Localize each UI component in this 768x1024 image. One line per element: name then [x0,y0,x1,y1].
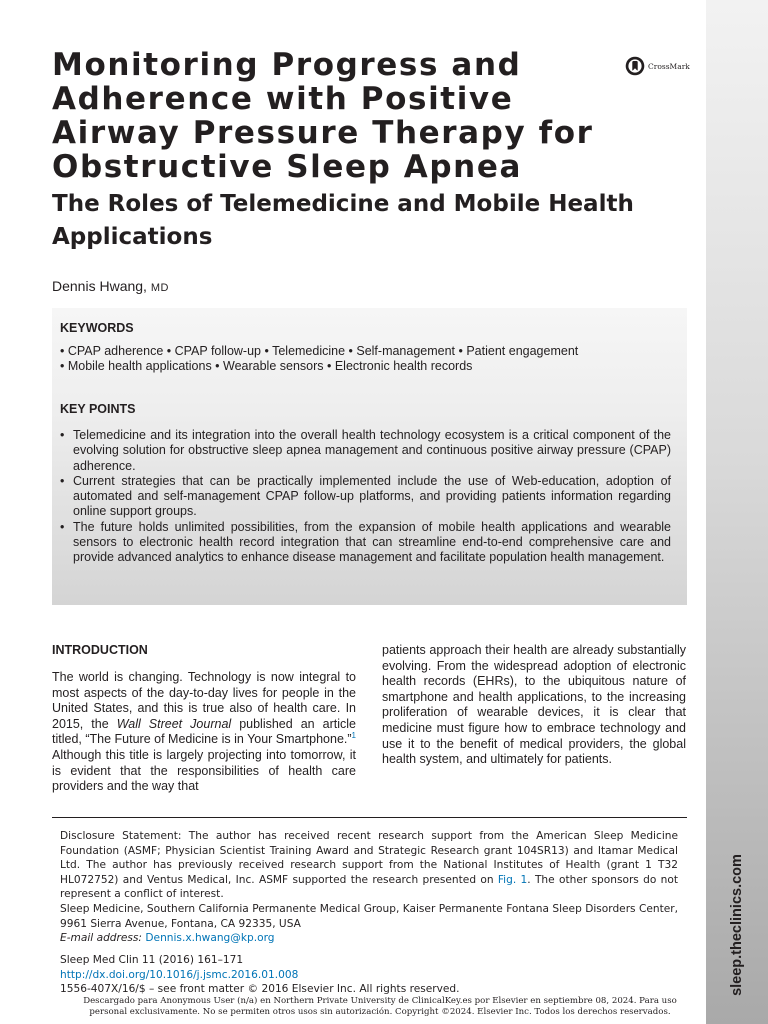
journal-site-url[interactable]: sleep.theclinics.com [729,854,745,996]
email-line [60,931,678,946]
author-name: Dennis Hwang, [52,278,147,294]
author-line [52,278,169,294]
right-column [382,643,686,768]
reference-link[interactable]: 1 [351,731,356,741]
key-point-item: • Current strategies that can be practically implemented include the use of Web-education, adoption of automated and self-management CPAP follow-up platforms, and providing patients information regarding online support groups. [60,474,671,520]
article-subtitle: The Roles of Telemedicine and Mobile Health Applications [52,191,634,250]
download-note-line: Descargado para Anonymous User (n/a) en Northern Private University de ClinicalKey.es por Elsevier en septiembre 08, 2024. Para uso [83,996,677,1006]
crossmark-label: CrossMark [648,61,690,71]
download-note [60,996,700,1018]
download-note-line: personal exclusivamente. No se permiten otros usos sin autorización. Copyright ©2024. Elsevier Inc. Todos los derechos reservados. [89,1007,671,1017]
copyright-line: 1556-407X/16/$ – see front matter © 2016 Elsevier Inc. All rights reserved. [60,983,460,995]
crossmark-icon [625,56,645,76]
journal-name: Wall Street Journal [116,716,232,731]
key-point-item: • Telemedicine and its integration into the overall health technology ecosystem is a critical component of the evolving solution for obstructive sleep apnea management and continuous positive airway pressure (CPAP) adherence. [60,428,671,474]
journal-citation: Sleep Med Clin 11 (2016) 161–171 [60,954,244,966]
introduction-paragraph: The world is changing. Technology is now integral to most aspects of the day-to-day lives for people in the United States, and this is true also of health care. In 2015, the Wall Street Journal published an article titled, “The Future of Medicine is in Your Smartphone.”$^1$ Although this title is largely projecting into tomorrow, it is evident that the responsibilities of health care providers and the way that [52,670,356,794]
key-points-heading: KEY POINTS [60,402,136,416]
email-link[interactable]: Dennis.x.hwang@kp.org [145,932,275,945]
affiliation: Sleep Medicine, Southern California Permanente Medical Group, Kaiser Permanente Fontana Sleep Disorders Center, 9961 Sierra Avenue, Fontana, CA 92335, USA [60,902,678,930]
keywords-line: • Mobile health applications • Wearable sensors • Electronic health records [60,359,473,373]
figure-link[interactable]: Fig. 1 [497,873,528,886]
introduction-heading: INTRODUCTION [52,643,148,657]
key-points-list [60,428,671,566]
author-degree: MD [150,282,169,294]
crossmark-badge[interactable] [625,55,690,77]
email-label: E-mail address: [60,932,143,945]
keywords-list [60,344,680,374]
key-point-item: • The future holds unlimited possibilities, from the expansion of mobile health applications and wearable sensors to electronic health record integration that can streamline end-to-end comprehensive care and provide advanced analytics to enhance disease management and facilitate population health management. [60,520,671,566]
left-column [52,643,356,795]
disclosure-statement: Disclosure Statement: The author has received recent research support from the American Sleep Medicine Foundation (ASMF; Physician Scientist Training Award and Strategic Research grant 104SR13) and Itamar Medical Ltd. The author has previously received research support from the National Institutes of Health (grant 1 T32 HL072752) and Ventus Medical, Inc. ASMF supported the research presented on Fig. 1. The other sponsors do not represent a conflict of interest. [60,830,678,901]
keywords-heading: KEYWORDS [60,321,134,335]
doi-link[interactable]: http://dx.doi.org/10.1016/j.jsmc.2016.01.008 [60,968,299,981]
article-title: Monitoring Progress and Adherence with Positive Airway Pressure Therapy for Obstructive Sleep Apnea [52,47,594,185]
introduction-continued-paragraph: patients approach their health are already substantially evolving. From the widespread adoption of electronic health records (EHRs), to the ubiquitous nature of smartphone and health applications, to the increasing proliferation of wearable devices, it is clear that medicine must figure how to embrace technology and use it to the benefit of medical providers, the global health system, and ultimately for patients. [382,643,686,767]
citation-block [60,953,680,997]
keywords-line: • CPAP adherence • CPAP follow-up • Telemedicine • Self-management • Patient engagement [60,344,579,358]
footnotes [60,829,678,946]
footnote-divider [52,817,687,818]
